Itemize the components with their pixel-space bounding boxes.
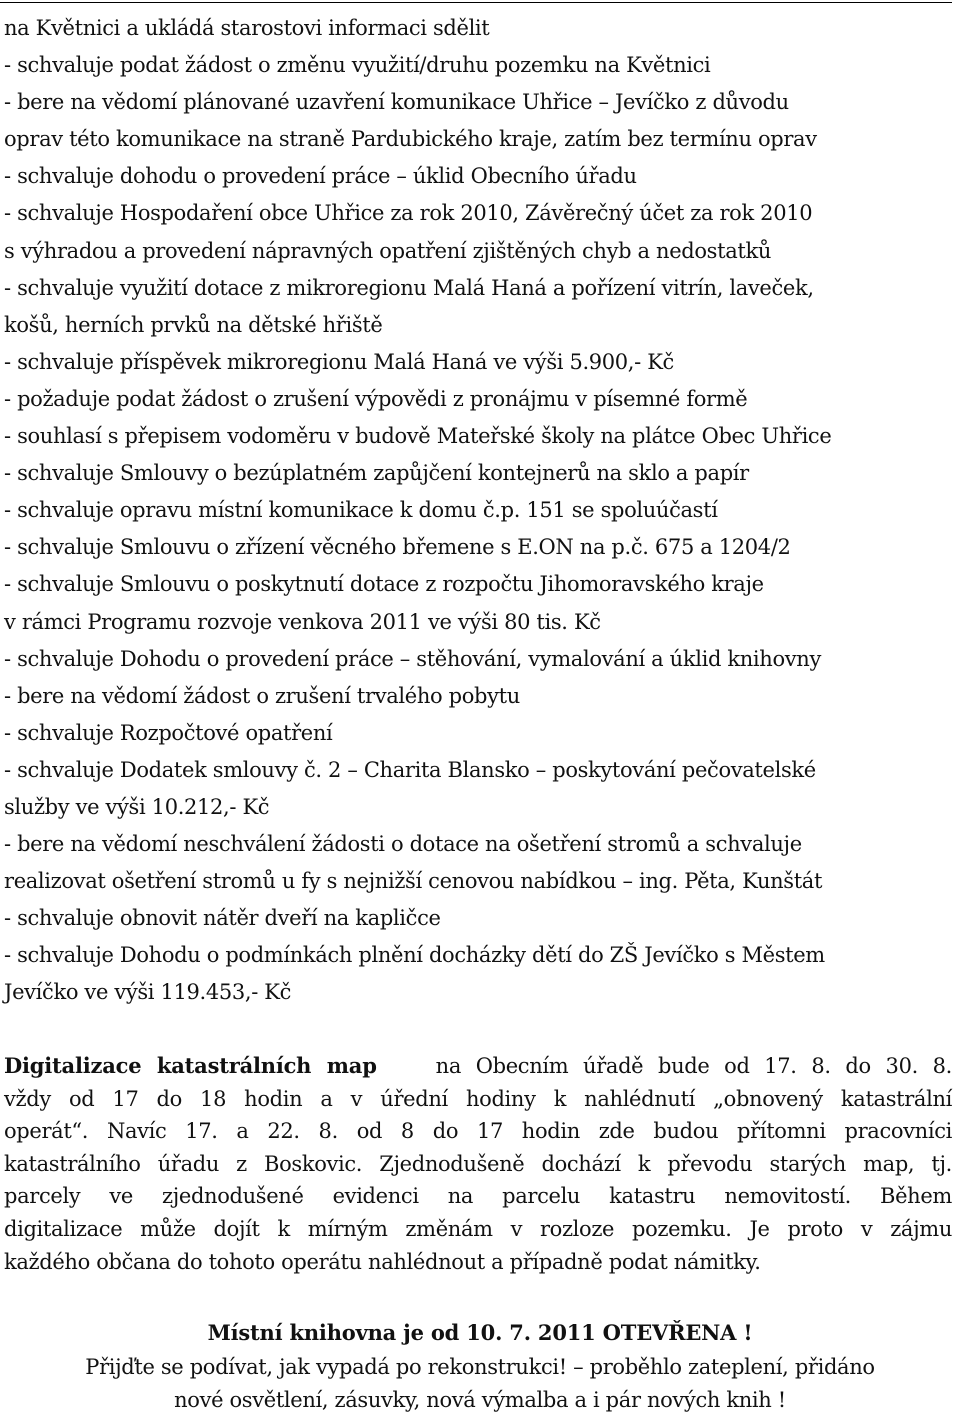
resolution-line: s výhradou a provedení nápravných opatření zjištěných chyb a nedostatků (4, 238, 771, 263)
resolution-line: - schvaluje opravu místní komunikace k domu č.p. 151 se spoluúčastí (4, 498, 718, 523)
resolution-list (4, 10, 944, 1012)
digitalization-notice (4, 1050, 952, 1278)
resolution-line: v rámci Programu rozvoje venkova 2011 ve výši 80 tis. Kč (4, 609, 601, 634)
library-text-line: nové osvětlení, zásuvky, nová výmalba a i pár nových knih ! (174, 1388, 786, 1412)
resolution-line: košů, herních prvků na dětské hřiště (4, 312, 383, 337)
library-text-line: Přijďte se podívat, jak vypadá po rekonstrukci! – proběhlo zateplení, přidáno (85, 1355, 875, 1379)
resolution-line: - schvaluje Rozpočtové opatření (4, 720, 333, 745)
resolution-line: - schvaluje Smlouvu o poskytnutí dotace z rozpočtu Jihomoravského kraje (4, 572, 764, 597)
resolution-line: - schvaluje podat žádost o změnu využití/druhu pozemku na Květnici (4, 53, 711, 78)
resolution-line: - schvaluje dohodu o provedení práce – úklid Obecního úřadu (4, 164, 637, 189)
resolution-line: - schvaluje Dodatek smlouvy č. 2 – Charita Blansko – poskytování pečovatelské (4, 757, 816, 782)
digitalization-line: digitalizace může dojít k mírným změnám v rozloze pozemku. Je proto v zájmu (4, 1216, 952, 1241)
digitalization-line: parcely ve zjednodušené evidenci na parcelu katastru nemovitostí. Během (4, 1184, 952, 1209)
digitalization-line: každého občana do tohoto operátu nahlédnout a případně podat námitky. (4, 1249, 761, 1274)
digitalization-line: operát“. Navíc 17. a 22. 8. od 8 do 17 hodin zde budou přítomni pracovníci (4, 1119, 952, 1144)
resolution-line: realizovat ošetření stromů u fy s nejnižší cenovou nabídkou – ing. Pěta, Kunštát (4, 869, 823, 894)
digitalization-line: vždy od 17 do 18 hodin a v úřední hodiny k nahlédnutí „obnovený katastrální (4, 1086, 952, 1111)
resolution-line: - schvaluje Dohodu o podmínkách plnění docházky dětí do ZŠ Jevíčko s Městem (4, 943, 825, 968)
resolution-line: - bere na vědomí žádost o zrušení trvalého pobytu (4, 683, 520, 708)
resolution-line: služby ve výši 10.212,- Kč (4, 794, 270, 819)
resolution-line: - bere na vědomí plánované uzavření komunikace Uhřice – Jevíčko z důvodu (4, 90, 789, 115)
resolution-line: - schvaluje Dohodu o provedení práce – stěhování, vymalování a úklid knihovny (4, 646, 821, 671)
library-notice (0, 1315, 960, 1417)
resolution-line: - schvaluje Smlouvu o zřízení věcného břemene s E.ON na p.č. 675 a 1204/2 (4, 535, 791, 560)
resolution-line: - souhlasí s přepisem vodoměru v budově Mateřské školy na plátce Obec Uhřice (4, 424, 832, 449)
digitalization-line: katastrálního úřadu z Boskovic. Zjednodušeně dochází k převodu starých map, tj. (4, 1151, 952, 1176)
digitalization-first-line (4, 1050, 952, 1083)
top-rule (0, 2, 952, 3)
digitalization-first-line-text: na Obecním úřadě bude od 17. 8. do 30. 8. (435, 1054, 952, 1078)
resolution-line: - schvaluje využití dotace z mikroregionu Malá Haná a pořízení vitrín, laveček, (4, 275, 814, 300)
resolution-line: oprav této komunikace na straně Pardubického kraje, zatím bez termínu oprav (4, 127, 817, 152)
resolution-line: na Květnici a ukládá starostovi informaci sdělit (4, 16, 490, 40)
resolution-line: - bere na vědomí neschválení žádosti o dotace na ošetření stromů a schvaluje (4, 832, 802, 857)
library-title: Místní knihovna je od 10. 7. 2011 OTEVŘENA ! (207, 1320, 753, 1345)
resolution-line: Jevíčko ve výši 119.453,- Kč (4, 980, 292, 1005)
resolution-line: - schvaluje Hospodaření obce Uhřice za rok 2010, Závěrečný účet za rok 2010 (4, 201, 813, 226)
resolution-line: - schvaluje příspěvek mikroregionu Malá Haná ve výši 5.900,- Kč (4, 349, 674, 374)
resolution-line: - požaduje podat žádost o zrušení výpovědi z pronájmu v písemné formě (4, 386, 748, 411)
resolution-line: - schvaluje obnovit nátěr dveří na kapličce (4, 906, 441, 931)
resolution-line: - schvaluje Smlouvy o bezúplatném zapůjčení kontejnerů na sklo a papír (4, 461, 749, 486)
digitalization-title: Digitalizace katastrálních map (4, 1053, 377, 1078)
